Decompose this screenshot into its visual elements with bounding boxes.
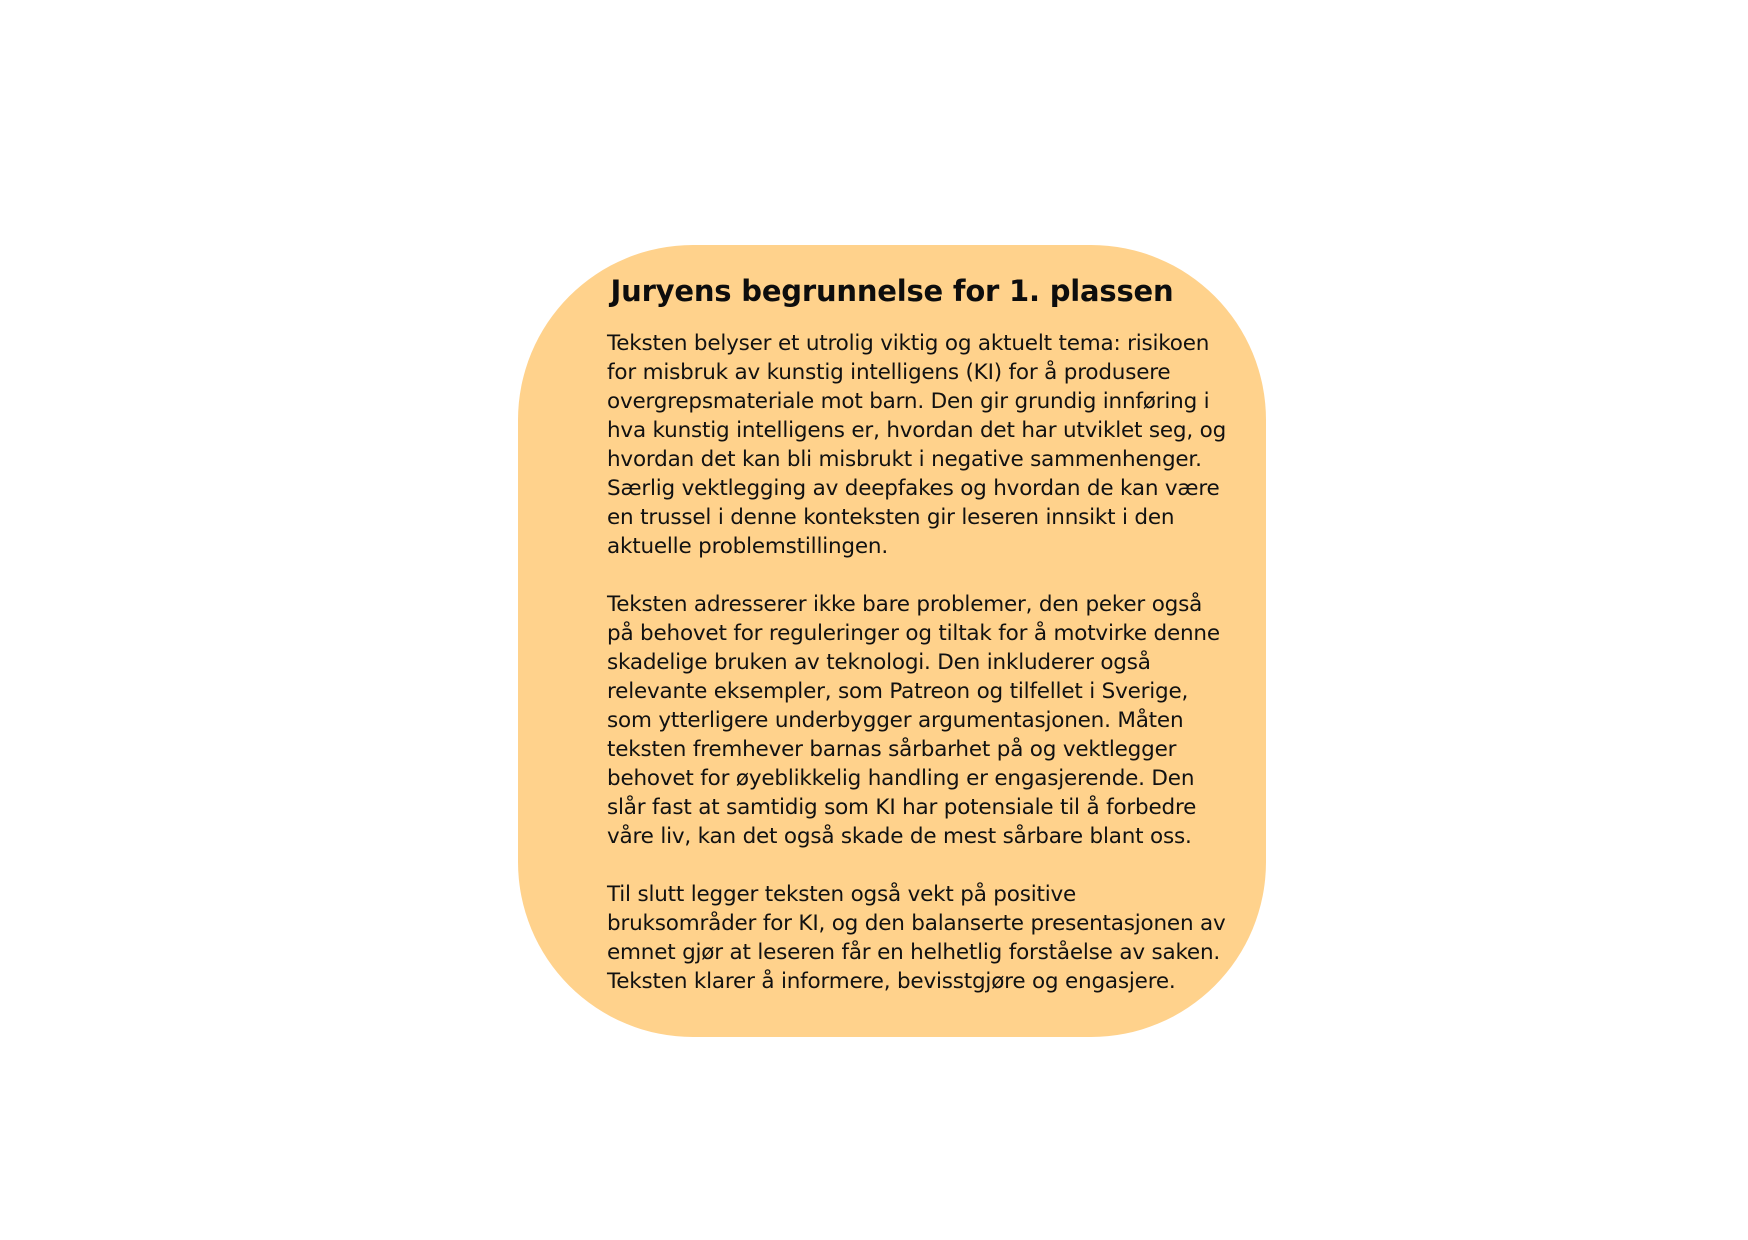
text-line: overgrepsmateriale mot barn. Den gir grundig innføring i xyxy=(607,389,1210,414)
text-line: hvordan det kan bli misbrukt i negative sammenhenger. xyxy=(607,447,1202,472)
text-line: bruksområder for KI, og den balanserte presentasjonen av xyxy=(607,911,1226,936)
jury-statement-card xyxy=(518,245,1266,1037)
text-line: Teksten klarer å informere, bevisstgjøre og engasjere. xyxy=(607,969,1176,994)
text-line: teksten fremhever barnas sårbarhet på og vektlegger xyxy=(607,737,1177,762)
text-line: for misbruk av kunstig intelligens (KI) for å produsere xyxy=(607,360,1171,385)
card-title: Juryens begrunnelse for 1. plassen xyxy=(610,274,1174,308)
text-line: skadelige bruken av teknologi. Den inkluderer også xyxy=(607,650,1151,675)
text-line: Særlig vektlegging av deepfakes og hvordan de kan være xyxy=(607,476,1220,501)
text-line: slår fast at samtidig som KI har potensiale til å forbedre xyxy=(607,795,1197,820)
paragraph-2 xyxy=(607,590,1247,851)
text-line: Teksten adresserer ikke bare problemer, den peker også xyxy=(607,592,1203,617)
text-line: en trussel i denne konteksten gir leseren innsikt i den xyxy=(607,505,1175,530)
text-line: på behovet for reguleringer og tiltak for å motvirke denne xyxy=(607,621,1220,646)
text-line: Teksten belyser et utrolig viktig og aktuelt tema: risikoen xyxy=(607,331,1210,356)
paragraph-1 xyxy=(607,329,1247,561)
text-line: hva kunstig intelligens er, hvordan det har utviklet seg, og xyxy=(607,418,1227,443)
text-line: som ytterligere underbygger argumentasjonen. Måten xyxy=(607,708,1184,733)
text-line: våre liv, kan det også skade de mest sårbare blant oss. xyxy=(607,824,1192,849)
paragraph-3 xyxy=(607,880,1247,996)
text-line: behovet for øyeblikkelig handling er engasjerende. Den xyxy=(607,766,1195,791)
card-body xyxy=(607,329,1247,996)
text-line: aktuelle problemstillingen. xyxy=(607,534,888,559)
text-line: Til slutt legger teksten også vekt på positive xyxy=(607,882,1077,907)
text-line: emnet gjør at leseren får en helhetlig forståelse av saken. xyxy=(607,940,1221,965)
text-line: relevante eksempler, som Patreon og tilfellet i Sverige, xyxy=(607,679,1189,704)
